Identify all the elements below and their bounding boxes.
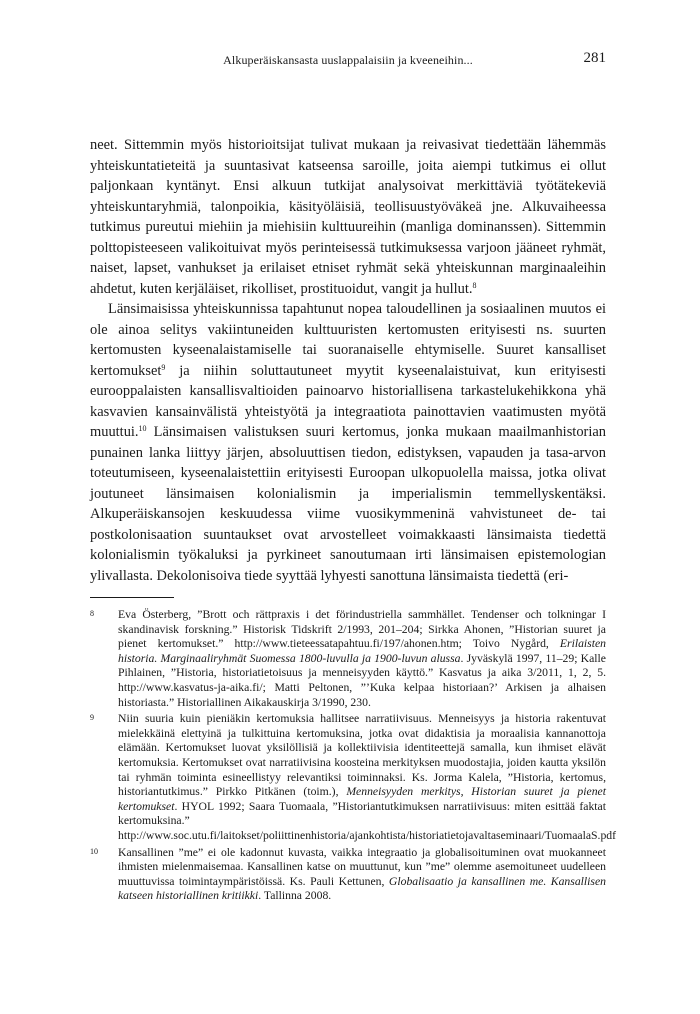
footnote-text: Kansallinen ”me” ei ole kadonnut kuvasta, vaikka integraatio ja globalisoituminen ovat muokanneet ihmisten mielenmaisemaa. Kansallinen katse on muuttunut, kun ”me” olemme asemoituneet uudelleen muuttuvissa toimintaympäristöissä. Ks. Pauli Kettunen, [118,845,606,888]
footnote-number: 10 [90,846,98,856]
footnote-text: . HYOL 1992; Saara Tuomaala, ”Historiantutkimuksen narratiivisuus: miten esittää faktat kertomuksina.” http://www.soc.utu.fi/laitokset/poliittinenhistoria/ajankohtista/historiatietojavaltaseminaari/TuomaalaS.pdf [118,799,617,842]
footnote-ref-10[interactable]: 10 [138,424,147,433]
paragraph-2 [90,299,606,586]
page-number: 281 [583,50,606,66]
running-header [90,50,606,70]
footnote-ref-8[interactable]: 8 [472,280,477,290]
footnote-title-italic: Erilaisten historia. Marginaaliryhmät Suomessa 1800-luvulla ja 1900-luvun alussa [118,637,606,665]
footnote-8 [90,608,606,710]
footnote-number: 9 [90,713,94,723]
footnote-ref-9[interactable]: 9 [161,362,166,372]
running-title: Alkuperäiskansasta uuslappalaisiin ja kveeneihin... [223,53,473,67]
body-text [90,135,606,586]
footnote-text: Niin suuria kuin pieniäkin kertomuksia hallitsee narratiivisuus. Menneisyys ja historia rakentuvat mielekkäinä elettyinä ja tulkittuina kertomuksina, jotka ovat didaktisia ja moraalisia kannanottoja elämään. Kertomukset luovat yksilöllisiä ja kollektiivisia identiteettejä samalla, kun ihmiset elävät kertomuksia. Kertomukset ovat narratiivisina koosteina merkityksen muodostajia, joiden kautta yksilön tai ryhmän toiminta esineellistyy relevantiksi toiminnaksi. Ks. Jorma Kalela, ”Historia, kertomus, historiantutkimus.” Pirkko Pitkänen (toim.), [118,712,606,799]
paragraph-1-text: neet. Sittemmin myös historioitsijat tulivat mukaan ja reivasivat tiedettään lähemmäs yhteiskuntatieteitä ja suuntasivat katseensa saroille, joita aiempi tutkimus ei ollut paljonkaan kyntänyt. Ensi alkuun tutkijat analysoivat merkittäviä työtätekeviä yhteiskuntaryhmiä, talonpoikia, käsityöläisiä, teollisuustyöväkeä jne. Alkuvaiheessa tutkimus pureutui miehiin ja miehisiin kulttuureihin (manliga dominanssen). Sittemmin polttopisteeseen valikoituivat myös perinteisessä tutkimuksessa varjoon jääneet ryhmät, naiset, lapset, vanhukset ja erilaiset etniset ryhmät sekä yhteiskunnan marginaaleihin ahdetut, kuten kerjäläiset, rikolliset, prostituoidut, vangit ja hullut. [90,137,606,297]
footnote-9 [90,712,617,843]
footnotes [90,608,617,906]
footnote-text: Eva Österberg, ”Brott och rättpraxis i det förindustriella sammhället. Tendenser och tolkningar I skandinavisk forskning.” Historisk Tidskrift 2/1993, 201–204; Sirkka Ahonen, ”Historian suuret ja pienet kertomukset.” http://www.tieteessatapahtuu.fi/197/ahonen.htm; Toivo Nygård, [118,608,606,651]
footnote-text: . Tallinna 2008. [258,889,332,903]
footnote-10 [90,846,606,904]
footnote-text: . Jyväskylä 1997, 11–29; Kalle Pihlainen, ”Historia, historiatietoisuus ja menneisyyden käyttö.” Kasvatus ja aika 3/2011, 1, 2, 5. http://www.kasvatus-ja-aika.fi/; Matti Peltonen, ”’Kuka kelpaa historiaan?’ Arkisen ja alhaisen historiasta.” Historiallinen Aikakauskirja 3/1990, 230. [118,651,606,709]
footnote-divider [90,597,174,598]
paragraph-1 [90,135,606,299]
footnote-title-italic: Globalisaatio ja kansallinen me. Kansallisen katseen historiallinen kritiikki [118,874,606,903]
paragraph-2-text-a: Länsimaisissa yhteiskunnissa tapahtunut nopea taloudellinen ja sosiaalinen muutos ei ole ainoa selitys vakiintuneiden kulttuuristen kertomusten erityisesti ns. suurten kertomusten kyseenalaistamiselle tai suoranaiselle ehtymiselle. Suuret kansalliset kertomukset [90,301,606,379]
footnote-number: 8 [90,609,94,618]
footnote-title-italic: Menneisyyden merkitys, Historian suuret ja pienet kertomukset [118,785,606,813]
paragraph-2-text-b: ja niihin soluttautuneet myytit kyseenalaistuivat, kun erityisesti eurooppalaisten kansallisvaltioiden painoarvo historiallisena tarkastelukehikkona yhä kasvavien kansainvälistä yhteistyötä ja integraatiota painottavien vaatimusten myötä muuttui. [90,362,606,440]
paragraph-2-text-c: Länsimaisen valistuksen suuri kertomus, jonka mukaan maailmanhistorian punainen lanka liittyy järjen, absoluuttisen tiedon, edistyksen, vapauden ja tasa-arvon toteutumiseen, kyseenalaistettiin erityisesti Euroopan ulkopuolella maissa, jotka olivat joutuneet länsimaisen kolonialismin ja imperialismin temmellyskentäksi. Alkuperäiskansojen keskuudessa viime vuosikymmeninä vahvistuneet de- tai postkolonisaation suuntaukset ovat arvostelleet voimakkaasti länsimaista tiedettä kolonialismin työkaluksi ja pyrkineet sanoutumaan irti länsimaisen epistemologian ylivallasta. Dekolonisoiva tiede syyttää lyhyesti sanottuna länsimaista tiedettä (eri- [90,424,606,584]
